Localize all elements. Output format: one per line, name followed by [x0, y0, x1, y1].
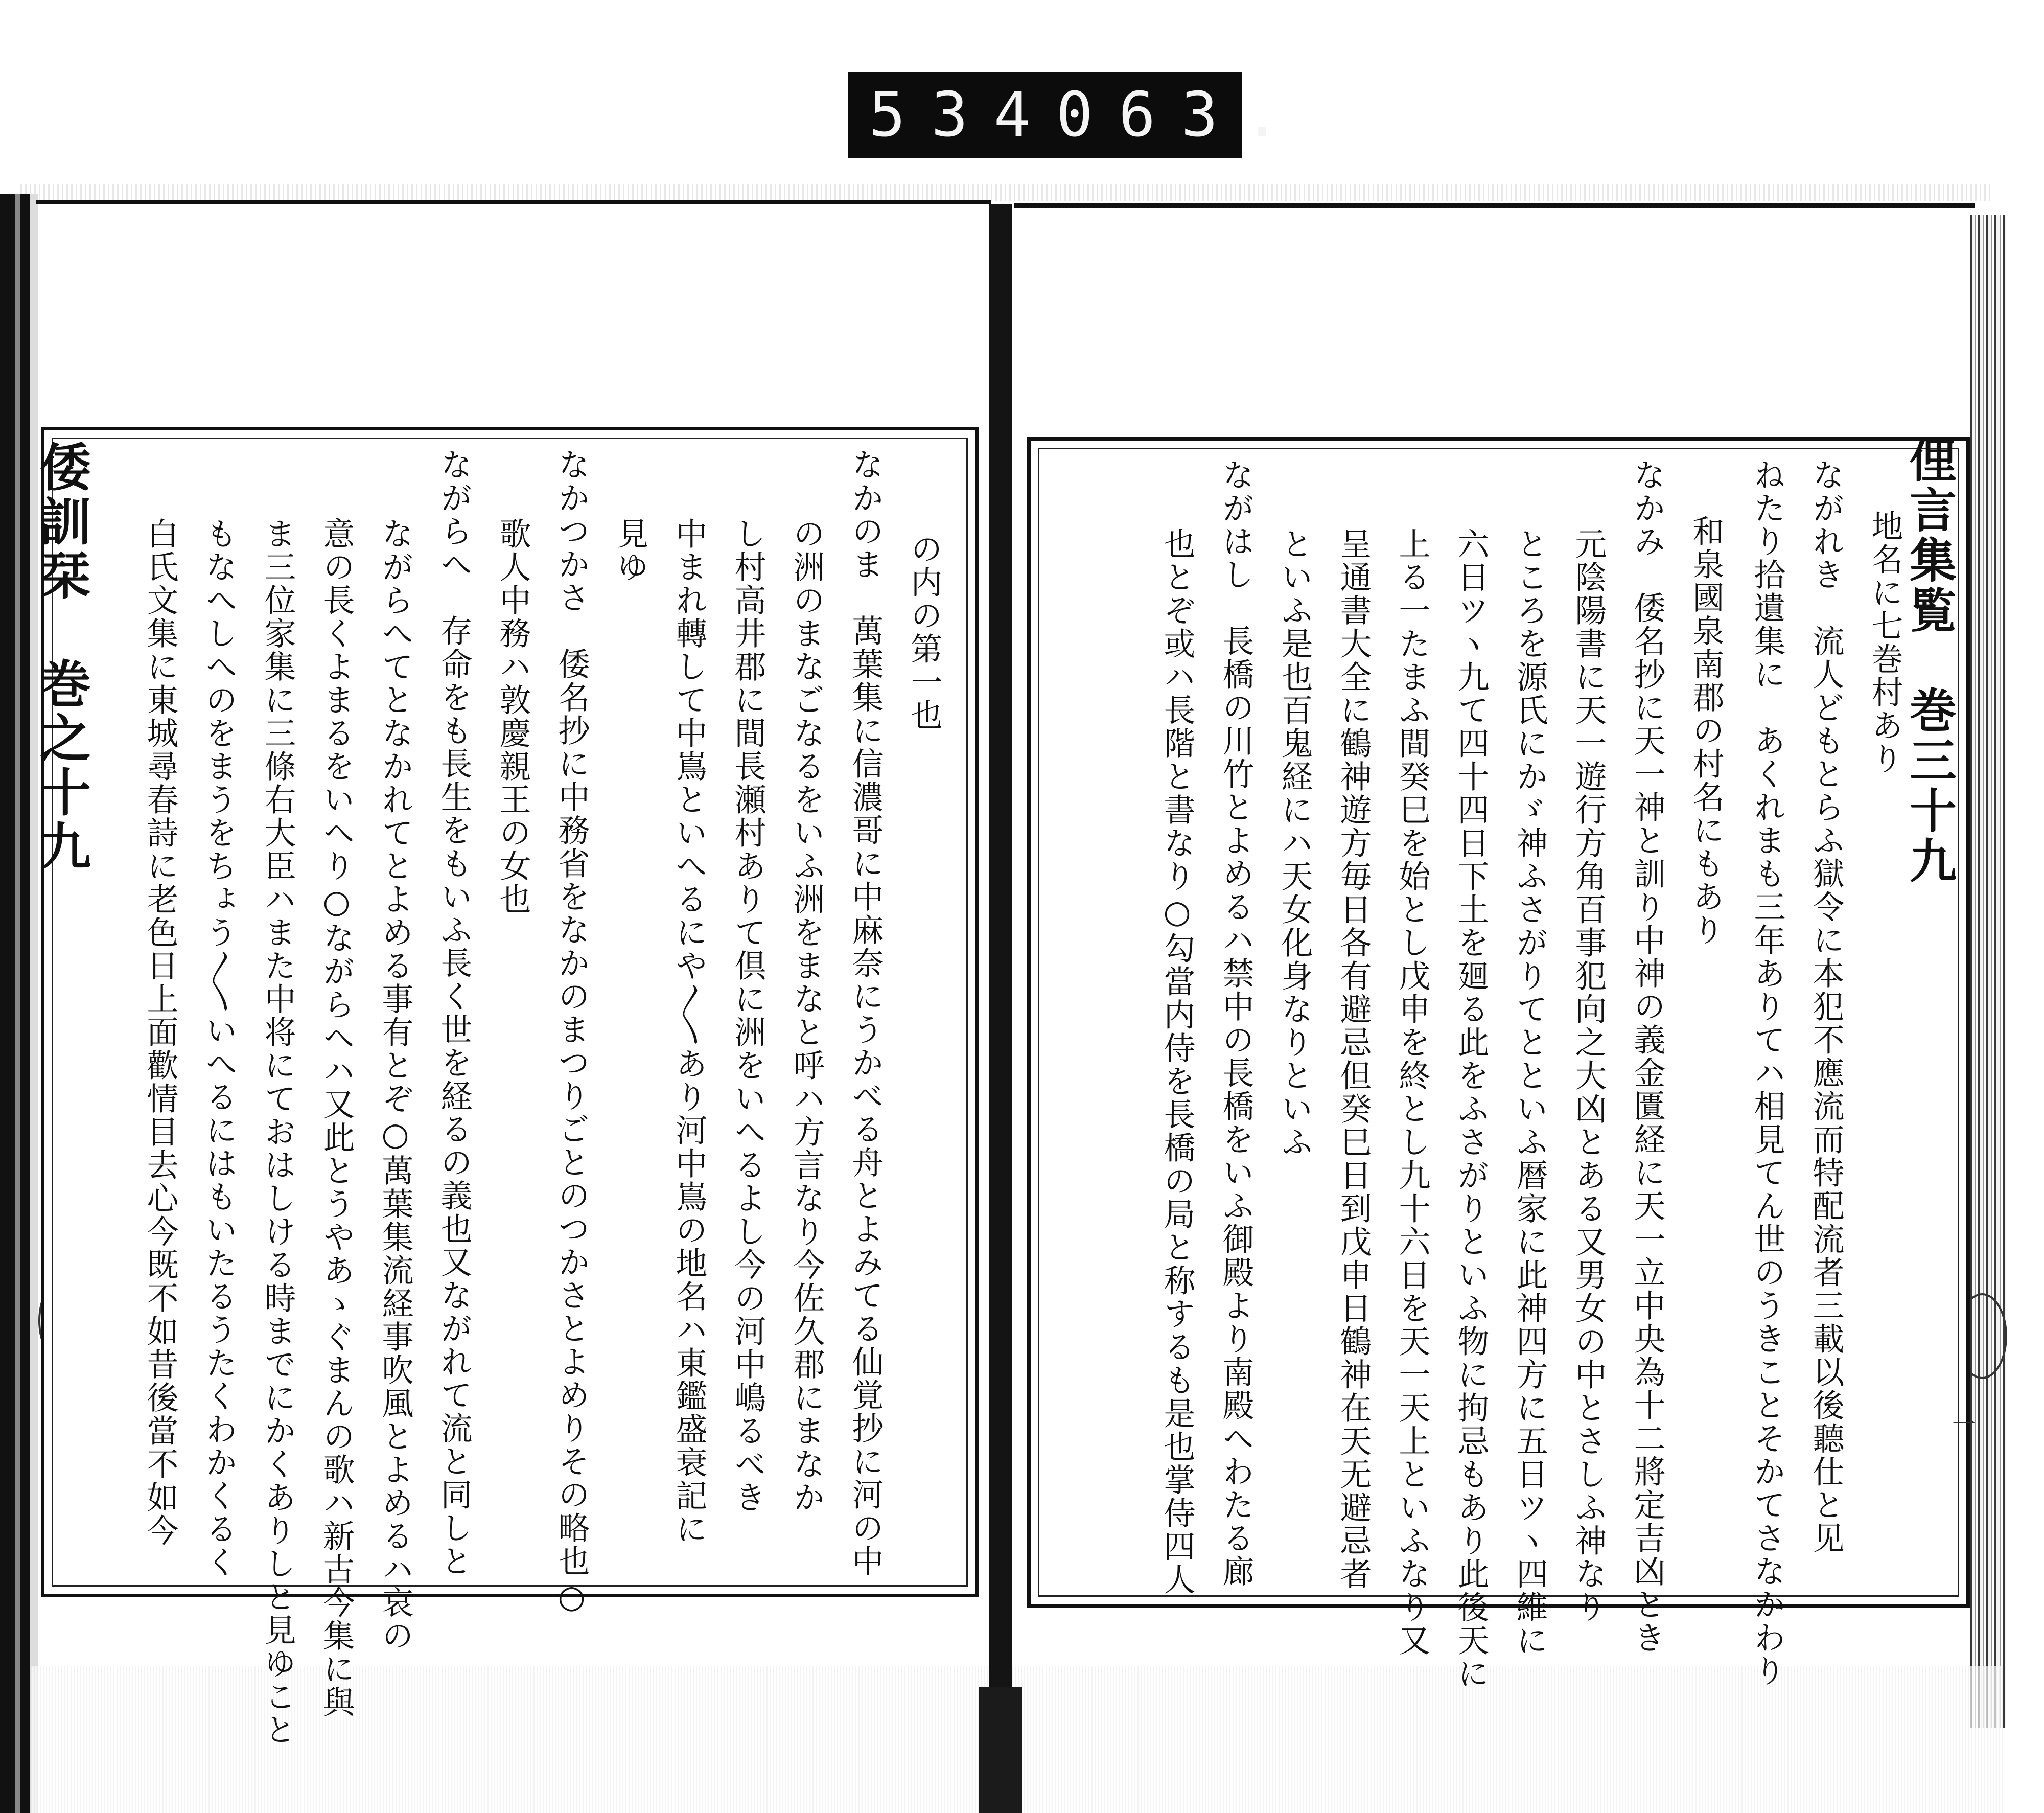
- left-text-column: なかつかさ 倭名抄に中務省をなかのまつりごとのつかさとよめりその略也○: [553, 448, 590, 1617]
- right-text-column: 元陰陽書に天一遊行方角百事犯向之大凶とある又男女の中とさしふ神なり: [1570, 527, 1607, 1624]
- left-text-column: 中まれ轉して中嶌といへるにや〳〵あり河中嶌の地名ハ東鑑盛衰記に: [670, 517, 708, 1546]
- right-text-column: ねたり拾遺集に あくれまも三年ありてハ相見てん世のうきことそかてさなかわり: [1749, 458, 1786, 1688]
- right-text-column: 地名に七巻村あり: [1866, 510, 1903, 775]
- frame-number-left: 534: [869, 79, 1056, 151]
- right-text-column: といふ是也百鬼経にハ天女化身なりといふ: [1276, 527, 1313, 1159]
- right-page-number: 一: [1948, 1412, 1976, 1435]
- left-text-column: の洲のまなごなるをいふ洲をまなと呼ハ方言なり今佐久郡にまなか: [788, 517, 825, 1514]
- right-page-edges: [1970, 215, 2006, 1728]
- frame-number-right: 063.: [1056, 79, 1306, 151]
- right-text-column: 上る一たまふ間癸巳を始とし戊申を終とし九十六日を天一天上といふなり又: [1393, 527, 1431, 1657]
- right-text-column: ながはし 長橋の川竹とよめるハ禁中の長橋をいふ御殿より南殿へわたる廊: [1217, 458, 1255, 1588]
- left-text-column: 見ゆ: [612, 517, 649, 584]
- right-page-panel: [1027, 435, 1976, 1690]
- right-text-column: 和泉國泉南郡の村名にもあり: [1687, 515, 1725, 947]
- left-page-panel: [31, 427, 979, 1747]
- left-text-column: ま三位家集に三條右大臣ハまた中将にておはしける時までにかくありしと見ゆこと: [259, 517, 296, 1747]
- right-text-column: 六日ツヽ九て四十四日下土を廻る此をふさがりといふ物に拘忌もあり此後天に: [1452, 527, 1490, 1690]
- right-text-column: 也とぞ或ハ長階と書なり○勾當内侍を長橋の局と称するも是也掌侍四人: [1158, 527, 1196, 1596]
- left-text-column: 意の長くよまるをいへり○ながらへハ又此とうやあゝぐまんの歌ハ新古今集に與: [318, 517, 355, 1719]
- left-text-column: ながらへてとなかれてとよめる事有とぞ○萬葉集流経事吹風とよめるハ哀の: [377, 517, 414, 1653]
- page-edges-top: [20, 184, 1993, 201]
- right-text-column: ところを源氏にかゞ神ふさがりてとといふ暦家に此神四方に五日ツヽ四維に: [1511, 527, 1548, 1657]
- left-text-column: なかのま 萬葉集に信濃哥に中麻奈にうかべる舟とよみてる仙覚抄に河の中: [847, 448, 884, 1578]
- right-text-column: 呈通書大全に鶴神遊方毎日各有避忌但癸巳日到戊申日鶴神在天无避忌者: [1335, 527, 1372, 1591]
- left-text-column: し村高井郡に間長瀬村ありて倶に洲をいへるよし今の河中嶋るべき: [729, 517, 766, 1514]
- book-gutter: [989, 204, 1012, 1687]
- left-running-title: 倭訓栞 巻之十九: [31, 441, 91, 874]
- left-text-column: 白氏文集に東城尋春詩に老色日上面歡情目去心今既不如昔後當不如今: [142, 517, 179, 1547]
- right-text-column: ながれき 流人どもとらふ獄令に本犯不應流而特配流者三載以後聽仕と见: [1807, 458, 1845, 1555]
- right-page-top-rule: [1014, 203, 1975, 208]
- left-binding-edge: [0, 194, 38, 1813]
- left-text-column: ながらへ 存命をも長生をもいふ長く世を経るの義也又ながれて流と同しと: [435, 448, 473, 1578]
- left-text-column: の内の第一也: [905, 533, 943, 732]
- right-running-title: 俚言集覧 巻三十九: [1902, 435, 1957, 886]
- book-gutter-foot: [979, 1687, 1022, 1813]
- right-text-column: なかみ 倭名抄に天一神と訓り中神の義金匱経に天一立中央為十二將定吉凶とき: [1629, 458, 1666, 1655]
- left-text-column: もなへしへのをまうをちょう〳〵いへるにはもいたるうたくわかくるく: [200, 517, 238, 1579]
- left-text-column: 歌人中務ハ敦慶親王の女也: [494, 517, 531, 916]
- frame-number-label: [848, 72, 1306, 158]
- left-page-top-rule: [36, 200, 991, 204]
